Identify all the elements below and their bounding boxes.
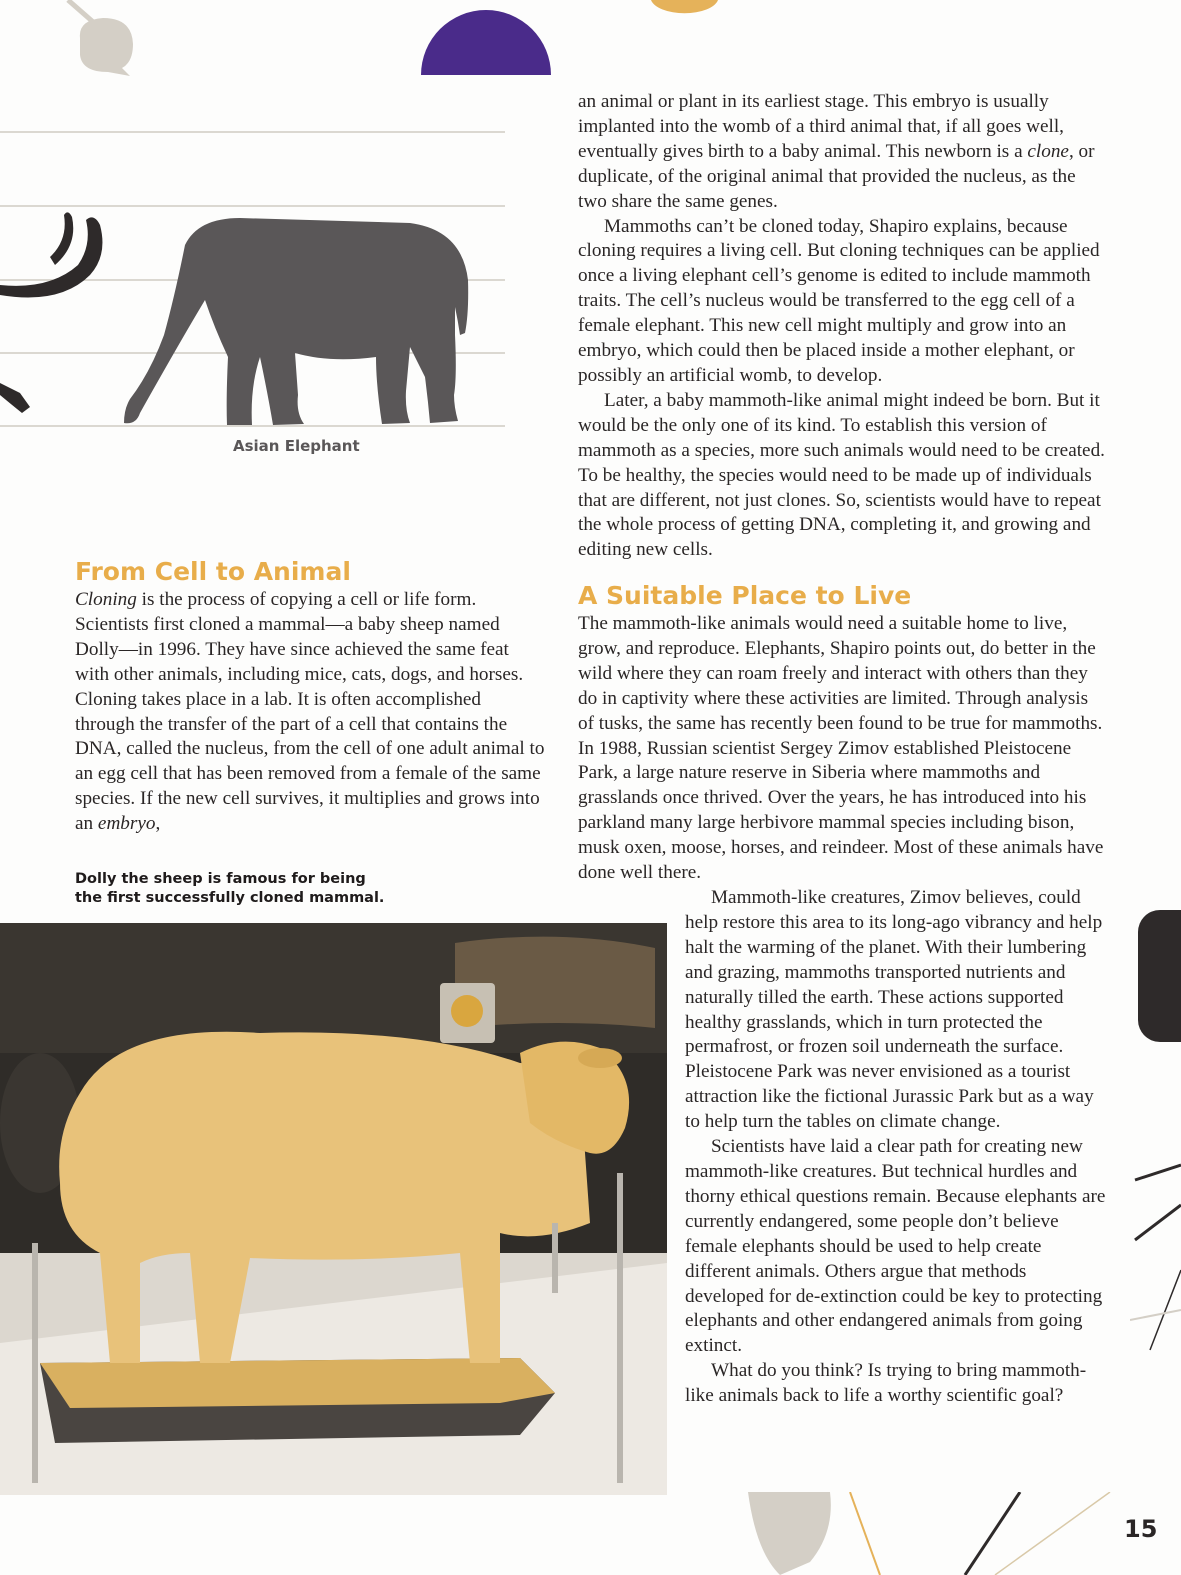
gray-speech-bubble-icon xyxy=(68,0,133,76)
asian-elephant-silhouette xyxy=(124,218,468,425)
section-place-to-live xyxy=(578,581,1108,886)
paragraph-cloning: Cloning is the process of copying a cell or life form. Scientists first cloned a mammal—a baby sheep named Dolly—in 1996. They have since achieved the same feat with other animals, including mice, cats, dogs, and horses. Cloning takes place in a lab. It is often accomplished through the transfer of the part of a cell that contains the DNA, called the nucleus, from the cell of one adult animal to an egg cell that has been removed from a female of the same species. If the new cell survives, it multiplies and grows into an embryo, xyxy=(75,589,545,835)
term-embryo: embryo xyxy=(97,813,156,835)
paragraph-suitable-home: The mammoth-like animals would need a suitable home to live, grow, and reproduce. Elephants, Shapiro points out, do better in the wild where they can roam freely and interact with others than they do in captivity where these activities are limited. Through analysis of tusks, the same has recently been found to be true for mammoths. In 1988, Russian scientist Sergey Zimov established Pleistocene Park, a large nature reserve in Siberia where mammoths and grasslands once thrived. Over the years, he has introduced into his parkland many large herbivore mammal species including bison, musk oxen, moose, horses, and reindeer. Most of these animals have done well there. xyxy=(578,613,1104,884)
mammoth-silhouette xyxy=(0,212,102,413)
section-cell-to-animal xyxy=(75,557,545,837)
cell-to-animal-continued xyxy=(578,90,1108,563)
right-edge-decoration xyxy=(1130,1150,1181,1550)
purple-half-circle xyxy=(421,10,551,75)
size-chart xyxy=(0,95,520,440)
side-tab xyxy=(1138,910,1181,1042)
paragraph-what-do-you-think: What do you think? Is trying to bring mammoth-like animals back to life a worthy scientific goal? xyxy=(685,1360,1087,1407)
paragraph-embryo-clone: an animal or plant in its earliest stage. This embryo is usually implanted into the womb of a third animal that, if all goes well, eventually gives birth to a baby animal. This newborn is a clone, or duplicate, of the original animal that provided the nucleus, as the two share the same genes. xyxy=(578,91,1095,212)
dolly-sheep-photo xyxy=(0,923,667,1495)
straw xyxy=(40,1358,555,1408)
top-decoration xyxy=(0,0,1181,80)
photo-caption: Dolly the sheep is famous for being the first successfully cloned mammal. xyxy=(75,871,385,906)
term-clone: clone xyxy=(1027,140,1069,162)
page-number: 15 xyxy=(1124,1515,1158,1543)
heading-from-cell-to-animal: From Cell to Animal xyxy=(75,557,351,586)
chart-label-asian-elephant: Asian Elephant xyxy=(233,437,360,455)
term-cloning: Cloning xyxy=(75,589,137,610)
paragraph-technical-hurdles: Scientists have laid a clear path for creating new mammoth-like creatures. But technical hurdles and thorny ethical questions remain. Because elephants are currently endangered, some people don’t believe female elephants should be used to help create different animals. Others argue that methods developed for de-extinction could be key to protecting elephants and other endangered animals from going extinct. xyxy=(685,1136,1106,1357)
heading-suitable-place-to-live: A Suitable Place to Live xyxy=(578,581,912,610)
paragraph-mammoths-cant-be-cloned: Mammoths can’t be cloned today, Shapiro explains, because cloning requires a living cell. But cloning techniques can be applied once a living elephant cell’s genome is edited to include mammoth traits. The cell’s nucleus would be transferred to the egg cell of a female elephant. This new cell might multiply and grow into an embryo, which could then be placed inside a mother elephant, or possibly an artificial womb, to develop. xyxy=(578,215,1100,386)
gold-half-circle xyxy=(651,0,718,13)
paragraph-baby-mammoth: Later, a baby mammoth-like animal might indeed be born. But it would be the only one of its kind. To establish this version of mammoth as a species, more such animals would need to be created. To be healthy, the species would need to be made up of individuals that are different, not just clones. So, scientists would have to repeat the whole process of getting DNA, completing it, and growing and editing new cells. xyxy=(578,389,1105,561)
place-to-live-continued xyxy=(685,886,1107,1409)
paragraph-zimov-believes: Mammoth-like creatures, Zimov believes, could help restore this area to its long-ago vibrancy and help halt the warming of the planet. With their lumbering and grazing, mammoths transported nutrients and naturally tilled the earth. These actions supported healthy grasslands, which in turn protected the permafrost, or frozen soil underneath the surface. Pleistocene Park was never envisioned as a tourist attraction like the fictional Jurassic Park but as a way to help turn the tables on climate change. xyxy=(685,887,1103,1133)
gray-bubble-shape xyxy=(748,1492,831,1575)
bottom-decoration xyxy=(720,1492,1140,1575)
